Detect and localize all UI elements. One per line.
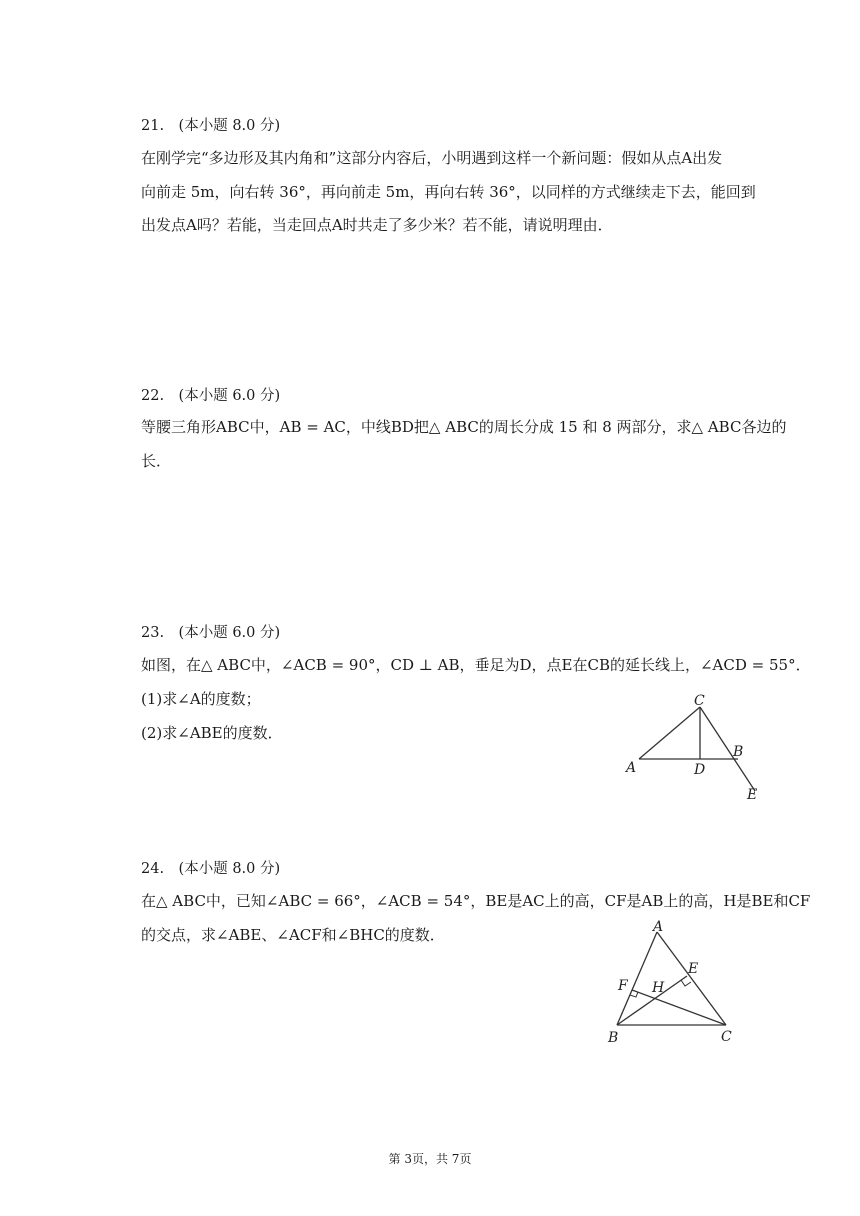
q23-line1: 如图，在△ ABC中，∠ACB = 90°，CD ⊥ AB，垂足为D，点E在CB的延长线上，∠ACD = 55°． [141, 656, 811, 674]
q23-line3: (2)求∠ABE的度数． [141, 724, 283, 742]
q24-line2: 的交点，求∠ABE、∠ACF和∠BHC的度数． [141, 926, 445, 944]
q21-line3: 出发点A吗？若能，当走回点A时共走了多少米？若不能，请说明理由． [141, 216, 613, 234]
label-d: D [694, 762, 706, 778]
q22-line2: 长． [141, 452, 172, 470]
label-c: C [721, 1029, 732, 1045]
label-c: C [694, 693, 705, 709]
q22-line1: 等腰三角形ABC中，AB = AC，中线BD把△ ABC的周长分成 15 和 8 两部分，求△ ABC各边的 [141, 418, 787, 436]
label-a: A [653, 919, 664, 935]
q23-header: 23. (本小题 6.0 分) [141, 625, 281, 641]
label-h: H [652, 980, 665, 996]
label-e: E [688, 961, 699, 977]
segment-ac [639, 707, 700, 759]
q22-header: 22. (本小题 6.0 分) [141, 388, 281, 404]
label-b: B [733, 744, 744, 760]
label-a: A [626, 760, 637, 776]
segment-cf [632, 990, 726, 1025]
q21-line1: 在刚学完“多边形及其内角和”这部分内容后，小明遇到这样一个新问题：假如从点A出发 [141, 149, 723, 167]
q23-line2: (1)求∠A的度数； [141, 690, 261, 708]
segment-ac [657, 932, 726, 1025]
q24-line1: 在△ ABC中，已知∠ABC = 66°，∠ACB = 54°，BE是AC上的高，CF是AB上的高，H是BE和CF [141, 892, 811, 910]
label-e: E [747, 787, 758, 803]
label-f: F [618, 978, 628, 994]
q24-header: 24. (本小题 8.0 分) [141, 861, 281, 877]
page-footer: 第 3页，共 7页 [388, 1152, 472, 1166]
segment-ce [700, 707, 755, 791]
q21-header: 21. (本小题 8.0 分) [141, 118, 281, 134]
q21-line2: 向前走 5m，向右转 36°，再向前走 5m，再向右转 36°，以同样的方式继续走下去，能回到 [141, 183, 756, 201]
label-b: B [608, 1030, 619, 1046]
q23-figure [615, 695, 785, 805]
right-angle-e [681, 980, 691, 986]
q24-figure [600, 918, 750, 1048]
